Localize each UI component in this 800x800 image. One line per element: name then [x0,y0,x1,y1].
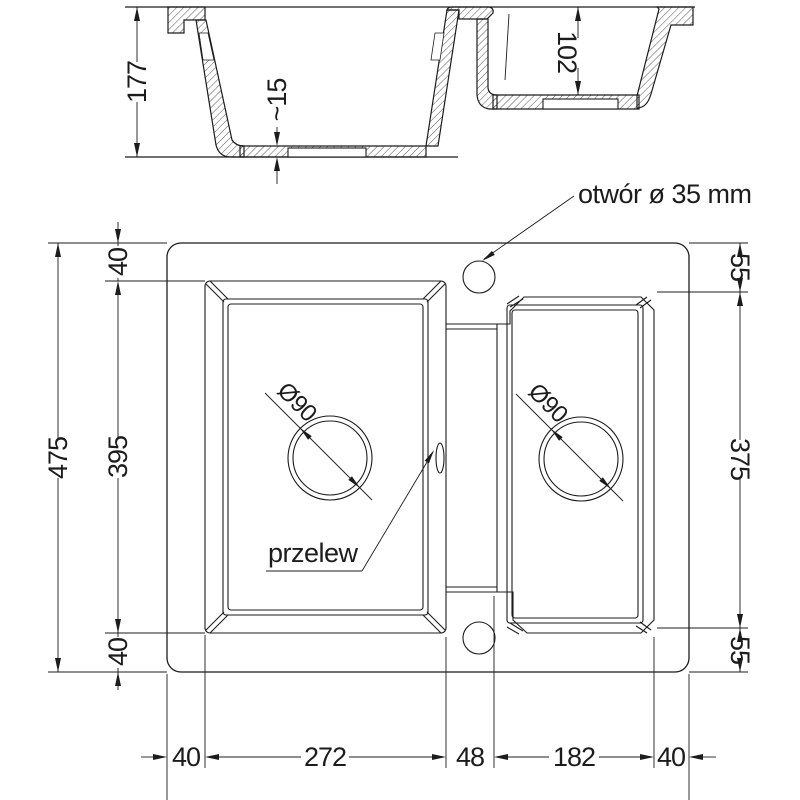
overflow-leader-line [362,452,433,571]
tap-hole-bottom [463,622,495,654]
section-inner-surface-line [505,14,509,80]
left-bowl-outer-rim [205,281,446,633]
overflow-callout-label: przelew [268,538,358,568]
dim-left-margin-top [103,222,133,295]
section-left-drain-recess [288,148,366,157]
dim-left-bowl-height [103,295,133,633]
divider-strip [446,324,497,592]
left-bowl-corner-chamfers [206,281,445,633]
dim-overall-depth [122,7,152,157]
left-bowl [205,281,446,633]
dim-overall-height-label: 475 [43,436,73,480]
overflow-ellipse [436,443,444,473]
dim-right-margin-bottom-label: 55 [725,635,755,665]
dim-left-bowl-width-label: 272 [303,742,347,772]
plan-view [167,243,689,672]
dim-margin-left-label: 40 [171,742,201,772]
dim-right-bowl-width-label: 182 [552,742,596,772]
drain-left [265,377,372,500]
dim-left-margin-bottom [103,633,133,690]
right-bowl-inner-rim-b [512,310,638,618]
section-right-wall [637,7,693,108]
tap-hole-top [463,261,495,293]
plan-dims-bottom [141,596,716,800]
tap-hole-callout [482,179,752,261]
dim-left-margin-bottom-label: 40 [103,637,133,667]
dim-recess-depth [262,79,292,184]
cross-section-view [122,7,695,184]
dim-recess-depth-label: ~15 [262,78,292,122]
dim-row-widths [141,742,716,772]
section-divider-left-leg [426,10,459,146]
dim-right-bowl-depth-label: 102 [552,30,582,74]
dim-overall-height [43,243,73,672]
overflow-callout [266,450,434,571]
right-bowl [497,296,654,634]
dim-right-margin-top [725,243,755,292]
right-bowl-outer-rim [497,297,654,633]
drain-left-label: Ø90 [271,377,322,428]
dim-right-margin-bottom [725,628,755,672]
dim-margin-right-label: 40 [656,742,686,772]
dim-left-bowl-height-label: 395 [103,435,133,479]
dim-right-bowl-height [725,292,755,628]
dim-right-bowl-height-label: 375 [725,437,755,481]
right-bowl-corner-chamfers [507,296,651,634]
drain-right [516,378,623,501]
dim-left-margin-top-label: 40 [103,247,133,277]
drain-right-label: Ø90 [522,378,573,429]
dim-divider-width-label: 48 [455,742,485,772]
tap-hole-leader-arrow [482,251,495,261]
overflow-leader-arrow [425,450,434,463]
dim-right-bowl-depth [552,7,582,95]
plan-dims-right [657,243,755,672]
tap-hole-callout-label: otwór ø 35 mm [578,179,752,209]
section-right-drain-recess [543,99,618,109]
plan-dims-left [43,222,205,690]
dim-right-margin-top-label: 55 [725,252,755,282]
dim-overall-depth-label: 177 [122,60,152,104]
tap-hole-leader-line [484,196,574,259]
